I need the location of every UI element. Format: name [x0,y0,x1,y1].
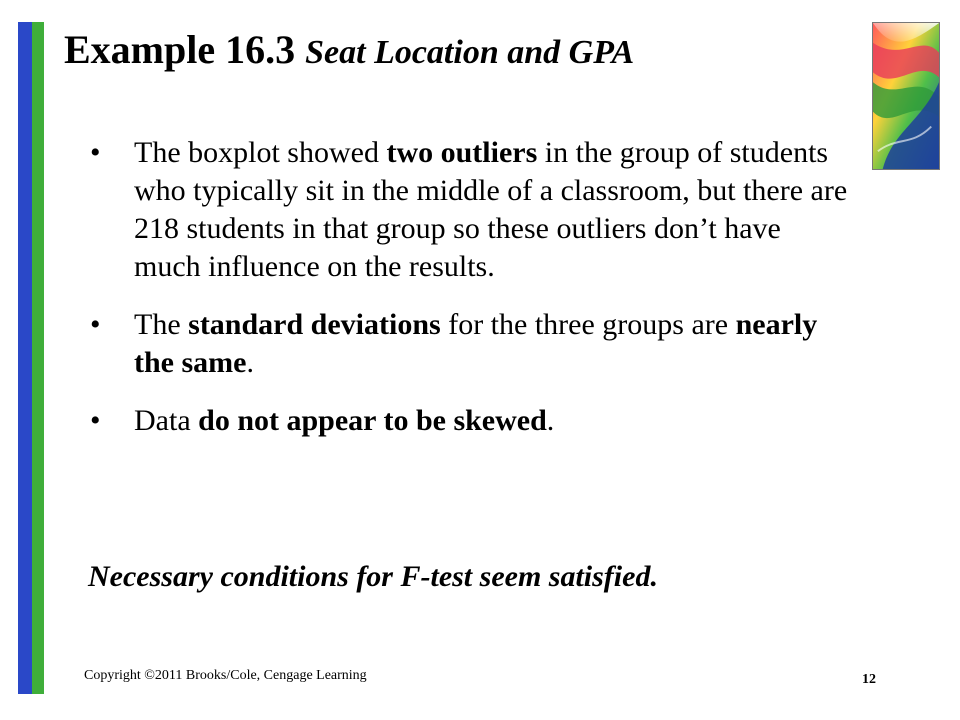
bullet-emphasis: nearly the same [134,308,818,379]
bullet-text: for the three groups are [440,308,736,341]
slide-title [64,26,634,73]
bullet-emphasis: two outliers [386,136,538,169]
bullet-item [90,134,850,286]
bullet-text: The boxplot showed [134,136,387,169]
abstract-swirl-logo-icon [872,22,940,170]
bullet-text: in the group of students who typically sit in the middle of a classroom, but there are 218 students in that group so these outliers don’t have much influence on the results. [134,136,848,283]
bullet-text: The [134,308,189,341]
bullet-text: . [246,346,254,379]
conclusion-text: Necessary conditions for F-test seem satisfied. [88,560,658,593]
bullet-item [90,306,850,382]
left-accent-bar-green [32,22,44,694]
page-number: 12 [862,672,876,687]
left-accent-bar-blue [18,22,32,694]
copyright-footer: Copyright ©2011 Brooks/Cole, Cengage Learning [84,668,367,683]
slide-title-sub: Seat Location and GPA [305,34,635,71]
bullet-list [90,134,850,460]
slide-title-main: Example 16.3 [64,27,296,72]
bullet-text: . [546,404,555,437]
bullet-emphasis: standard deviations [188,308,441,341]
bullet-emphasis: do not appear to be skewed [198,404,547,437]
bullet-text: Data [134,404,199,437]
bullet-item [90,402,850,440]
